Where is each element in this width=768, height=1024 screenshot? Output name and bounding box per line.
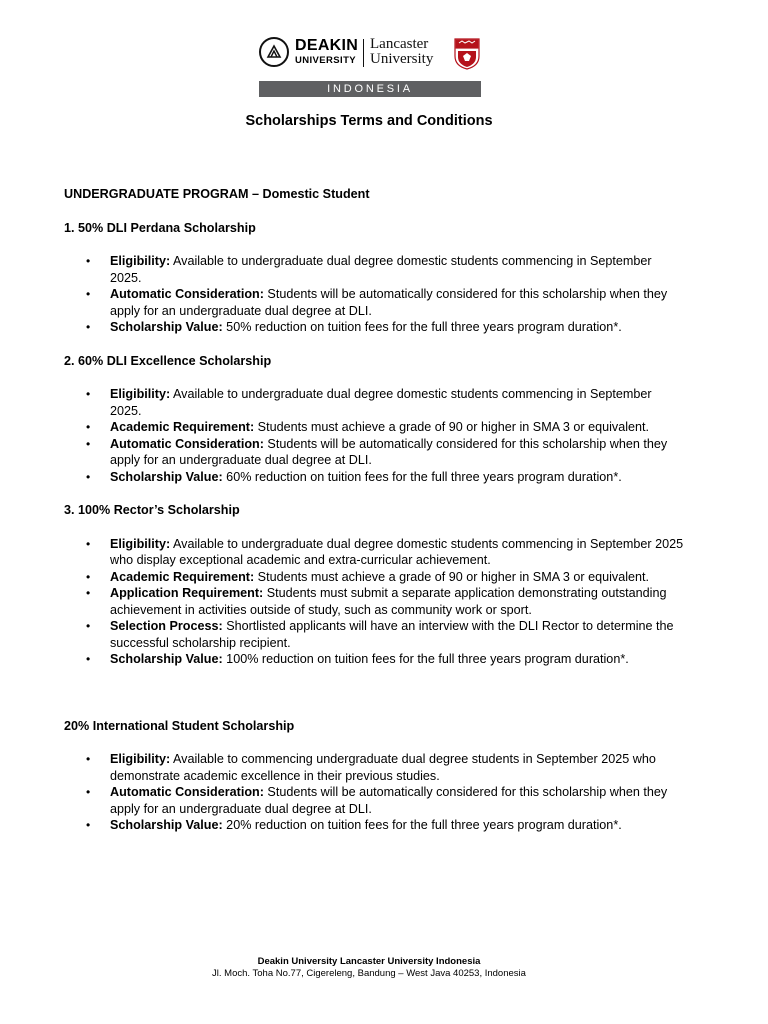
scholarship-terms-list <box>64 386 684 485</box>
list-item <box>64 817 684 834</box>
lancaster-line1: Lancaster <box>370 36 429 52</box>
lancaster-wordmark <box>370 37 433 67</box>
scholarship-heading: 3. 100% Rector’s Scholarship <box>64 503 240 517</box>
term-label: Scholarship Value: <box>110 818 223 832</box>
list-item <box>64 751 684 784</box>
logo-divider <box>363 39 364 67</box>
term-text: Students must achieve a grade of 90 or higher in SMA 3 or equivalent. <box>254 420 650 434</box>
term-text: 100% reduction on tuition fees for the full three years program duration*. <box>222 652 629 666</box>
list-item <box>64 469 684 486</box>
term-text: Students must achieve a grade of 90 or higher in SMA 3 or equivalent. <box>254 569 650 584</box>
list-item <box>64 286 684 319</box>
program-heading: UNDERGRADUATE PROGRAM – Domestic Student <box>64 187 370 201</box>
deakin-line2: UNIVERSITY <box>295 55 357 66</box>
term-label: Academic Requirement: <box>110 569 255 584</box>
list-item <box>64 651 684 668</box>
term-label: Academic Requirement: <box>110 420 255 434</box>
international-heading: 20% International Student Scholarship <box>64 718 295 733</box>
term-text: Students must submit a separate application demonstrating outstanding achievement in activities outside of study, such as community work or sport. <box>110 586 667 617</box>
list-item <box>64 386 684 419</box>
term-label: Eligibility: <box>110 752 171 766</box>
list-item <box>64 419 684 436</box>
list-item <box>64 585 684 618</box>
institution-logo <box>259 37 481 77</box>
scholarship-terms-list <box>64 751 684 834</box>
scholarship-heading: 1. 50% DLI Perdana Scholarship <box>64 220 256 235</box>
scholarship-terms-list <box>64 253 684 336</box>
term-text: Students will be automatically considered for this scholarship when they apply for an undergraduate dual degree at DLI. <box>110 785 668 816</box>
lancaster-crest-icon <box>454 38 480 70</box>
term-text: Available to undergraduate dual degree domestic students commencing in September 2025. <box>110 387 652 418</box>
document-title: Scholarships Terms and Conditions <box>245 113 493 129</box>
term-label: Scholarship Value: <box>110 320 223 334</box>
footer-address: Jl. Moch. Toha No.77, Cigereleng, Bandung – West Java 40253, Indonesia <box>212 968 526 979</box>
list-item <box>64 253 684 286</box>
list-item <box>64 319 684 336</box>
term-label: Automatic Consideration: <box>110 785 264 799</box>
term-text: 60% reduction on tuition fees for the full three years program duration*. <box>222 469 622 484</box>
list-item <box>64 569 684 586</box>
term-label: Eligibility: <box>110 387 171 401</box>
term-text: 50% reduction on tuition fees for the full three years program duration*. <box>222 320 622 334</box>
scholarship-terms-list <box>64 536 684 668</box>
term-text: Available to undergraduate dual degree domestic students commencing in September 2025 who display exceptional academic and extra-curricular achievement. <box>110 536 684 567</box>
list-item <box>64 436 684 469</box>
term-label: Eligibility: <box>110 254 171 268</box>
document-body <box>64 186 684 834</box>
term-label: Automatic Consideration: <box>110 287 264 301</box>
list-item <box>64 536 684 569</box>
term-label: Scholarship Value: <box>110 469 223 484</box>
term-text: Shortlisted applicants will have an interview with the DLI Rector to determine the successful scholarship recipient. <box>110 619 674 650</box>
term-label: Scholarship Value: <box>110 652 223 666</box>
term-text: 20% reduction on tuition fees for the full three years program duration*. <box>222 818 622 832</box>
scholarship-heading: 2. 60% DLI Excellence Scholarship <box>64 353 272 368</box>
term-label: Application Requirement: <box>110 586 264 600</box>
term-text: Available to commencing undergraduate dual degree students in September 2025 who demonstrate academic excellence in their previous studies. <box>110 752 656 783</box>
footer-institution: Deakin University Lancaster University Indonesia <box>257 956 481 967</box>
list-item <box>64 784 684 817</box>
lancaster-line2: University <box>370 51 434 67</box>
term-text: Available to undergraduate dual degree domestic students commencing in September 2025. <box>110 254 652 285</box>
deakin-emblem-icon <box>259 37 289 67</box>
deakin-line1: DEAKIN <box>295 37 359 54</box>
list-item <box>64 618 684 651</box>
term-text: Students will be automatically considered for this scholarship when they apply for an undergraduate dual degree at DLI. <box>110 436 668 467</box>
term-label: Automatic Consideration: <box>110 436 264 451</box>
term-text: Students will be automatically considered for this scholarship when they apply for an undergraduate dual degree at DLI. <box>110 287 668 318</box>
deakin-wordmark <box>295 38 358 66</box>
indonesia-band: INDONESIA <box>259 81 481 97</box>
term-label: Selection Process: <box>110 619 223 633</box>
term-label: Eligibility: <box>110 536 171 551</box>
page-footer <box>0 956 738 980</box>
